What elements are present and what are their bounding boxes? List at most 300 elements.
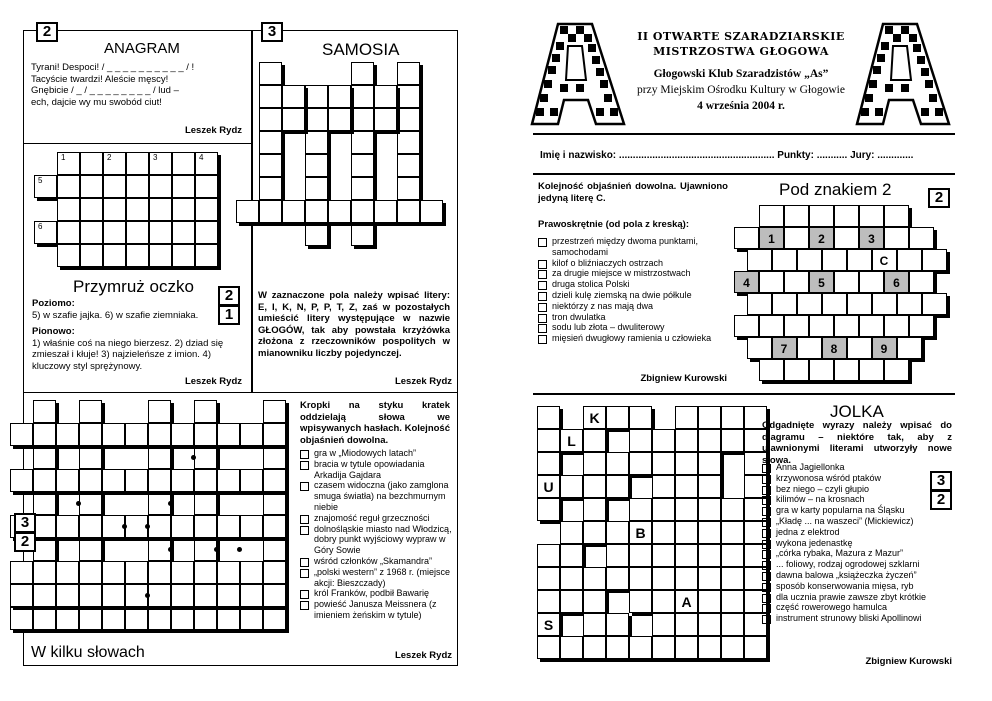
grid-cell[interactable] — [884, 359, 909, 381]
grid-cell[interactable] — [195, 198, 218, 221]
grid-cell[interactable] — [305, 223, 328, 246]
grid-cell[interactable] — [263, 607, 286, 630]
grid-cell[interactable] — [56, 469, 79, 492]
grid-cell[interactable] — [103, 244, 126, 267]
grid-cell[interactable] — [259, 177, 282, 200]
grid-cell[interactable] — [351, 108, 374, 131]
grid-cell[interactable] — [822, 293, 847, 315]
grid-cell[interactable] — [606, 636, 629, 659]
grid-cell[interactable] — [784, 205, 809, 227]
grid-cell[interactable] — [305, 200, 328, 223]
grid-cell[interactable] — [351, 223, 374, 246]
grid-cell[interactable] — [125, 607, 148, 630]
grid-cell[interactable] — [652, 567, 675, 590]
grid-cell[interactable] — [34, 221, 57, 244]
grid-cell[interactable] — [629, 429, 652, 452]
grid-cell[interactable] — [744, 636, 767, 659]
grid-cell[interactable] — [194, 607, 217, 630]
grid-cell[interactable] — [263, 538, 286, 561]
grid-cell[interactable] — [171, 423, 194, 446]
grid-cell[interactable] — [583, 475, 606, 498]
grid-cell[interactable] — [56, 561, 79, 584]
grid-cell[interactable] — [194, 561, 217, 584]
grid-cell[interactable] — [784, 315, 809, 337]
grid-cell[interactable] — [171, 515, 194, 538]
grid-cell[interactable] — [747, 293, 772, 315]
grid-cell[interactable] — [583, 590, 606, 613]
grid-cell[interactable] — [537, 406, 560, 429]
grid-cell[interactable] — [652, 475, 675, 498]
grid-cell[interactable] — [102, 584, 125, 607]
grid-cell[interactable] — [560, 429, 583, 452]
grid-cell[interactable] — [194, 584, 217, 607]
grid-cell[interactable] — [734, 271, 759, 293]
grid-cell[interactable] — [759, 271, 784, 293]
grid-cell[interactable] — [259, 108, 282, 131]
grid-cell[interactable] — [240, 584, 263, 607]
grid-cell[interactable] — [847, 293, 872, 315]
grid-cell[interactable] — [721, 636, 744, 659]
grid-cell[interactable] — [195, 152, 218, 175]
grid-cell[interactable] — [675, 636, 698, 659]
grid-cell[interactable] — [263, 469, 286, 492]
grid-cell[interactable] — [629, 521, 652, 544]
grid-cell[interactable] — [351, 62, 374, 85]
grid-cell[interactable] — [397, 62, 420, 85]
grid-cell[interactable] — [33, 584, 56, 607]
grid-cell[interactable] — [652, 498, 675, 521]
grid-cell[interactable] — [79, 538, 102, 561]
grid-cell[interactable] — [884, 227, 909, 249]
grid-cell[interactable] — [747, 337, 772, 359]
grid-cell[interactable] — [80, 244, 103, 267]
grid-cell[interactable] — [259, 154, 282, 177]
grid-cell[interactable] — [172, 175, 195, 198]
grid-cell[interactable] — [872, 337, 897, 359]
grid-cell[interactable] — [537, 590, 560, 613]
grid-cell[interactable] — [263, 400, 286, 423]
grid-cell[interactable] — [897, 293, 922, 315]
grid-cell[interactable] — [698, 590, 721, 613]
grid-cell[interactable] — [809, 205, 834, 227]
grid-cell[interactable] — [859, 315, 884, 337]
grid-cell[interactable] — [698, 406, 721, 429]
grid-cell[interactable] — [240, 607, 263, 630]
grid-cell[interactable] — [698, 636, 721, 659]
grid-cell[interactable] — [909, 271, 934, 293]
grid-cell[interactable] — [103, 198, 126, 221]
grid-cell[interactable] — [675, 613, 698, 636]
grid-cell[interactable] — [259, 85, 282, 108]
grid-cell[interactable] — [560, 567, 583, 590]
grid-cell[interactable] — [102, 469, 125, 492]
grid-cell[interactable] — [747, 249, 772, 271]
grid-cell[interactable] — [675, 475, 698, 498]
grid-cell[interactable] — [721, 498, 744, 521]
grid-cell[interactable] — [328, 200, 351, 223]
grid-cell[interactable] — [33, 515, 56, 538]
grid-cell[interactable] — [721, 406, 744, 429]
grid-cell[interactable] — [397, 200, 420, 223]
grid-cell[interactable] — [884, 205, 909, 227]
grid-cell[interactable] — [259, 200, 282, 223]
grid-cell[interactable] — [149, 152, 172, 175]
grid-cell[interactable] — [374, 108, 397, 131]
grid-cell[interactable] — [583, 406, 606, 429]
grid-cell[interactable] — [537, 498, 560, 521]
grid-cell[interactable] — [217, 561, 240, 584]
grid-cell[interactable] — [79, 446, 102, 469]
grid-cell[interactable] — [606, 452, 629, 475]
grid-cell[interactable] — [560, 521, 583, 544]
grid-cell[interactable] — [171, 607, 194, 630]
grid-cell[interactable] — [560, 590, 583, 613]
grid-cell[interactable] — [772, 293, 797, 315]
grid-cell[interactable] — [79, 561, 102, 584]
grid-cell[interactable] — [195, 175, 218, 198]
grid-cell[interactable] — [351, 177, 374, 200]
grid-cell[interactable] — [537, 452, 560, 475]
grid-cell[interactable] — [148, 423, 171, 446]
grid-cell[interactable] — [606, 567, 629, 590]
grid-cell[interactable] — [721, 521, 744, 544]
grid-cell[interactable] — [698, 498, 721, 521]
grid-cell[interactable] — [721, 613, 744, 636]
grid-cell[interactable] — [872, 249, 897, 271]
grid-cell[interactable] — [148, 515, 171, 538]
grid-cell[interactable] — [80, 152, 103, 175]
grid-cell[interactable] — [675, 590, 698, 613]
grid-cell[interactable] — [351, 200, 374, 223]
grid-cell[interactable] — [194, 515, 217, 538]
grid-cell[interactable] — [259, 131, 282, 154]
grid-cell[interactable] — [397, 177, 420, 200]
grid-cell[interactable] — [148, 400, 171, 423]
grid-cell[interactable] — [784, 359, 809, 381]
grid-cell[interactable] — [809, 359, 834, 381]
grid-cell[interactable] — [217, 584, 240, 607]
grid-cell[interactable] — [33, 400, 56, 423]
grid-cell[interactable] — [282, 108, 305, 131]
grid-cell[interactable] — [859, 205, 884, 227]
grid-cell[interactable] — [606, 406, 629, 429]
grid-cell[interactable] — [171, 584, 194, 607]
grid-cell[interactable] — [126, 175, 149, 198]
grid-cell[interactable] — [675, 452, 698, 475]
grid-cell[interactable] — [10, 607, 33, 630]
grid-cell[interactable] — [759, 315, 784, 337]
grid-cell[interactable] — [784, 271, 809, 293]
grid-cell[interactable] — [263, 423, 286, 446]
grid-cell[interactable] — [872, 293, 897, 315]
grid-cell[interactable] — [33, 492, 56, 515]
grid-cell[interactable] — [148, 584, 171, 607]
grid-cell[interactable] — [305, 177, 328, 200]
grid-cell[interactable] — [351, 154, 374, 177]
grid-cell[interactable] — [305, 108, 328, 131]
grid-cell[interactable] — [397, 85, 420, 108]
grid-cell[interactable] — [759, 359, 784, 381]
grid-cell[interactable] — [195, 221, 218, 244]
grid-cell[interactable] — [263, 446, 286, 469]
grid-cell[interactable] — [847, 249, 872, 271]
grid-cell[interactable] — [734, 315, 759, 337]
grid-cell[interactable] — [33, 423, 56, 446]
grid-cell[interactable] — [125, 561, 148, 584]
grid-cell[interactable] — [859, 271, 884, 293]
grid-cell[interactable] — [583, 452, 606, 475]
grid-cell[interactable] — [126, 198, 149, 221]
grid-cell[interactable] — [217, 423, 240, 446]
grid-cell[interactable] — [797, 249, 822, 271]
grid-cell[interactable] — [772, 337, 797, 359]
grid-cell[interactable] — [606, 521, 629, 544]
grid-cell[interactable] — [834, 205, 859, 227]
grid-cell[interactable] — [652, 429, 675, 452]
grid-cell[interactable] — [859, 227, 884, 249]
entry-form[interactable]: Imię i nazwisko: ........................................................ Punkty: ........... Jury: ............. — [540, 150, 914, 161]
grid-cell[interactable] — [217, 469, 240, 492]
grid-cell[interactable] — [583, 567, 606, 590]
grid-cell[interactable] — [149, 221, 172, 244]
grid-cell[interactable] — [834, 271, 859, 293]
grid-cell[interactable] — [236, 200, 259, 223]
grid-cell[interactable] — [263, 515, 286, 538]
grid-cell[interactable] — [652, 544, 675, 567]
grid-cell[interactable] — [33, 607, 56, 630]
grid-cell[interactable] — [909, 227, 934, 249]
grid-cell[interactable] — [721, 567, 744, 590]
grid-cell[interactable] — [194, 423, 217, 446]
grid-cell[interactable] — [80, 221, 103, 244]
grid-cell[interactable] — [675, 544, 698, 567]
grid-cell[interactable] — [629, 406, 652, 429]
grid-cell[interactable] — [759, 205, 784, 227]
grid-cell[interactable] — [195, 244, 218, 267]
grid-cell[interactable] — [171, 469, 194, 492]
grid-cell[interactable] — [102, 607, 125, 630]
grid-cell[interactable] — [57, 152, 80, 175]
grid-cell[interactable] — [56, 607, 79, 630]
grid-cell[interactable] — [606, 544, 629, 567]
grid-cell[interactable] — [675, 521, 698, 544]
grid-cell[interactable] — [80, 198, 103, 221]
grid-cell[interactable] — [859, 359, 884, 381]
grid-cell[interactable] — [420, 200, 443, 223]
grid-cell[interactable] — [79, 515, 102, 538]
grid-cell[interactable] — [282, 85, 305, 108]
grid-cell[interactable] — [148, 607, 171, 630]
grid-cell[interactable] — [583, 429, 606, 452]
grid-cell[interactable] — [56, 423, 79, 446]
grid-cell[interactable] — [629, 452, 652, 475]
grid-cell[interactable] — [537, 636, 560, 659]
grid-cell[interactable] — [734, 227, 759, 249]
grid-cell[interactable] — [897, 337, 922, 359]
grid-cell[interactable] — [675, 567, 698, 590]
grid-cell[interactable] — [537, 544, 560, 567]
grid-cell[interactable] — [922, 249, 947, 271]
grid-cell[interactable] — [897, 249, 922, 271]
grid-cell[interactable] — [606, 475, 629, 498]
grid-cell[interactable] — [34, 175, 57, 198]
grid-cell[interactable] — [560, 636, 583, 659]
grid-cell[interactable] — [56, 584, 79, 607]
grid-cell[interactable] — [328, 108, 351, 131]
grid-cell[interactable] — [33, 469, 56, 492]
grid-cell[interactable] — [721, 544, 744, 567]
grid-cell[interactable] — [57, 175, 80, 198]
grid-cell[interactable] — [652, 590, 675, 613]
grid-cell[interactable] — [79, 607, 102, 630]
grid-cell[interactable] — [809, 271, 834, 293]
grid-cell[interactable] — [652, 613, 675, 636]
grid-cell[interactable] — [194, 469, 217, 492]
grid-cell[interactable] — [909, 315, 934, 337]
grid-cell[interactable] — [305, 131, 328, 154]
grid-cell[interactable] — [10, 469, 33, 492]
grid-cell[interactable] — [240, 469, 263, 492]
grid-cell[interactable] — [675, 406, 698, 429]
grid-cell[interactable] — [784, 227, 809, 249]
grid-cell[interactable] — [126, 221, 149, 244]
grid-cell[interactable] — [10, 561, 33, 584]
grid-cell[interactable] — [606, 613, 629, 636]
grid-cell[interactable] — [583, 498, 606, 521]
grid-cell[interactable] — [172, 198, 195, 221]
grid-cell[interactable] — [797, 337, 822, 359]
grid-cell[interactable] — [240, 561, 263, 584]
grid-cell[interactable] — [33, 538, 56, 561]
grid-cell[interactable] — [103, 152, 126, 175]
grid-cell[interactable] — [537, 567, 560, 590]
grid-cell[interactable] — [809, 315, 834, 337]
grid-cell[interactable] — [652, 636, 675, 659]
grid-cell[interactable] — [560, 475, 583, 498]
grid-cell[interactable] — [305, 85, 328, 108]
grid-cell[interactable] — [698, 452, 721, 475]
grid-cell[interactable] — [56, 515, 79, 538]
grid-cell[interactable] — [126, 152, 149, 175]
grid-cell[interactable] — [797, 293, 822, 315]
grid-cell[interactable] — [194, 492, 217, 515]
grid-cell[interactable] — [57, 221, 80, 244]
grid-cell[interactable] — [240, 515, 263, 538]
grid-cell[interactable] — [102, 423, 125, 446]
grid-cell[interactable] — [149, 198, 172, 221]
grid-cell[interactable] — [80, 175, 103, 198]
grid-cell[interactable] — [698, 544, 721, 567]
grid-cell[interactable] — [583, 613, 606, 636]
grid-cell[interactable] — [172, 221, 195, 244]
grid-cell[interactable] — [374, 200, 397, 223]
grid-cell[interactable] — [126, 244, 149, 267]
grid-cell[interactable] — [79, 492, 102, 515]
grid-cell[interactable] — [629, 636, 652, 659]
grid-cell[interactable] — [125, 423, 148, 446]
grid-cell[interactable] — [560, 544, 583, 567]
grid-cell[interactable] — [698, 613, 721, 636]
grid-cell[interactable] — [537, 613, 560, 636]
grid-cell[interactable] — [33, 446, 56, 469]
grid-cell[interactable] — [629, 567, 652, 590]
grid-cell[interactable] — [282, 200, 305, 223]
grid-cell[interactable] — [698, 475, 721, 498]
grid-cell[interactable] — [103, 175, 126, 198]
grid-cell[interactable] — [148, 469, 171, 492]
grid-cell[interactable] — [698, 521, 721, 544]
grid-cell[interactable] — [172, 152, 195, 175]
grid-cell[interactable] — [374, 85, 397, 108]
grid-cell[interactable] — [217, 515, 240, 538]
grid-cell[interactable] — [194, 446, 217, 469]
grid-cell[interactable] — [79, 584, 102, 607]
grid-cell[interactable] — [698, 567, 721, 590]
grid-cell[interactable] — [305, 154, 328, 177]
grid-cell[interactable] — [263, 492, 286, 515]
grid-cell[interactable] — [629, 590, 652, 613]
grid-cell[interactable] — [583, 521, 606, 544]
grid-cell[interactable] — [922, 293, 947, 315]
grid-cell[interactable] — [102, 561, 125, 584]
grid-cell[interactable] — [629, 544, 652, 567]
grid-cell[interactable] — [125, 469, 148, 492]
grid-cell[interactable] — [397, 131, 420, 154]
grid-cell[interactable] — [675, 429, 698, 452]
grid-cell[interactable] — [79, 469, 102, 492]
grid-cell[interactable] — [259, 62, 282, 85]
grid-cell[interactable] — [149, 244, 172, 267]
grid-cell[interactable] — [10, 584, 33, 607]
grid-cell[interactable] — [537, 429, 560, 452]
grid-cell[interactable] — [172, 244, 195, 267]
grid-cell[interactable] — [537, 475, 560, 498]
grid-cell[interactable] — [79, 400, 102, 423]
grid-cell[interactable] — [79, 423, 102, 446]
grid-cell[interactable] — [263, 561, 286, 584]
grid-cell[interactable] — [629, 498, 652, 521]
grid-cell[interactable] — [822, 337, 847, 359]
grid-cell[interactable] — [721, 429, 744, 452]
grid-cell[interactable] — [675, 498, 698, 521]
grid-cell[interactable] — [57, 244, 80, 267]
grid-cell[interactable] — [721, 590, 744, 613]
grid-cell[interactable] — [57, 198, 80, 221]
grid-cell[interactable] — [822, 249, 847, 271]
grid-cell[interactable] — [397, 154, 420, 177]
grid-cell[interactable] — [171, 561, 194, 584]
grid-cell[interactable] — [809, 227, 834, 249]
grid-cell[interactable] — [149, 175, 172, 198]
grid-cell[interactable] — [10, 423, 33, 446]
grid-cell[interactable] — [351, 85, 374, 108]
grid-cell[interactable] — [698, 429, 721, 452]
grid-cell[interactable] — [328, 85, 351, 108]
grid-cell[interactable] — [759, 227, 784, 249]
grid-cell[interactable] — [217, 607, 240, 630]
grid-cell[interactable] — [772, 249, 797, 271]
grid-cell[interactable] — [194, 400, 217, 423]
grid-cell[interactable] — [263, 584, 286, 607]
grid-cell[interactable] — [583, 636, 606, 659]
grid-cell[interactable] — [652, 452, 675, 475]
grid-cell[interactable] — [351, 131, 374, 154]
grid-cell[interactable] — [834, 315, 859, 337]
grid-cell[interactable] — [397, 108, 420, 131]
grid-cell[interactable] — [240, 423, 263, 446]
grid-cell[interactable] — [847, 337, 872, 359]
grid-cell[interactable] — [834, 359, 859, 381]
